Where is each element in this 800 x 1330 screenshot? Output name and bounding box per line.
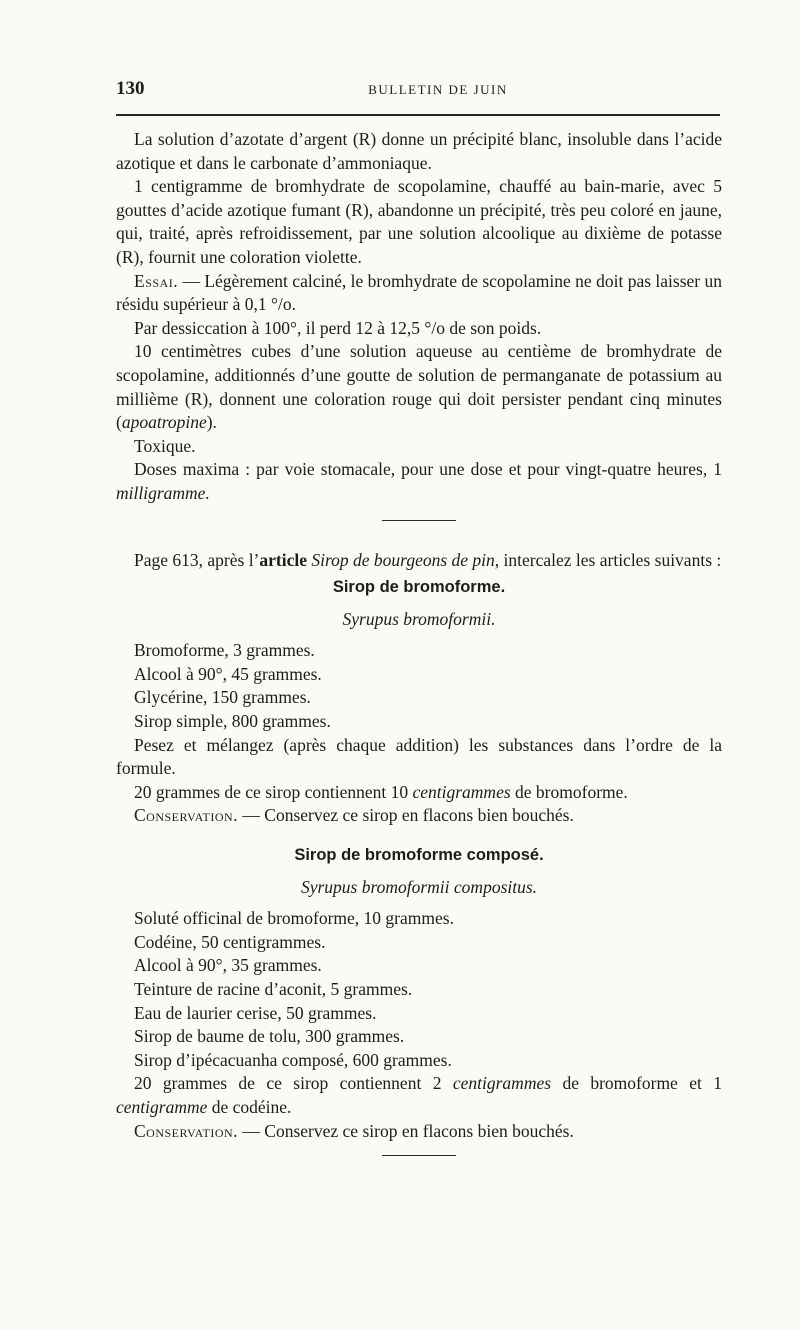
- page-header: [116, 78, 720, 102]
- essai-label: Essai.: [134, 270, 179, 291]
- conservation-text: — Conservez ce sirop en flacons bien bouchés.: [238, 1120, 574, 1141]
- paragraph-permanganate: [116, 340, 722, 434]
- ingredient-line: Codéine, 50 centigrammes.: [134, 931, 326, 952]
- conservation-label: Conservation.: [134, 805, 239, 826]
- conservation-label: Conservation.: [134, 1120, 239, 1141]
- paragraph-toxique: Toxique.: [134, 435, 196, 456]
- dose-unit-2: centigramme: [116, 1096, 208, 1117]
- section-subtitle-syrupus-compositus: Syrupus bromoformii compositus.: [300, 876, 538, 897]
- paragraph-essai: [116, 270, 722, 317]
- running-title: BULLETIN DE JUIN: [368, 82, 508, 97]
- dose-text-2: de bromoforme et 1: [551, 1073, 722, 1094]
- page-613-text: Page 613, après l’: [134, 549, 260, 570]
- conservation-text: — Conservez ce sirop en flacons bien bouchés.: [238, 805, 574, 826]
- dose-paragraph: [116, 1072, 722, 1119]
- dose-text: 20 grammes de ce sirop contiennent 2: [134, 1073, 453, 1094]
- body-text: [116, 128, 722, 1184]
- dose-end: de codéine.: [207, 1096, 292, 1117]
- page-number: 130: [116, 78, 145, 99]
- ingredient-line: Soluté officinal de bromoforme, 10 grammes.: [134, 908, 454, 929]
- ingredient-line: Alcool à 90°, 35 grammes.: [134, 955, 322, 976]
- sirop-pin-term: Sirop de bourgeons de pin: [311, 549, 495, 570]
- header-rule: [116, 114, 720, 116]
- dose-end: de bromoforme.: [510, 781, 628, 802]
- essai-text: — Légèrement calciné, le bromhydrate de scopolamine ne doit pas laisser un résidu supérieur à 0,1 °/o.: [116, 270, 722, 315]
- ingredient-line: Glycérine, 150 grammes.: [134, 687, 311, 708]
- paragraph-dessiccation: Par dessiccation à 100°, il perd 12 à 12,5 °/o de son poids.: [134, 317, 542, 338]
- conservation-paragraph: [116, 1120, 722, 1144]
- ingredient-line: Sirop d’ipécacuanha composé, 600 grammes.: [134, 1049, 452, 1070]
- section-subtitle-syrupus-bromoformii: Syrupus bromoformii.: [342, 608, 496, 629]
- apoatropine-term: apoatropine: [121, 412, 207, 433]
- section-title-sirop-bromoforme: Sirop de bromoforme.: [332, 578, 506, 597]
- ingredient-line: Eau de laurier cerise, 50 grammes.: [134, 1002, 377, 1023]
- doses-text: Doses maxima : par voie stomacale, pour une dose et pour vingt-quatre heures, 1: [134, 459, 722, 480]
- dose-unit: centigrammes: [452, 1073, 552, 1094]
- section-separator: [382, 520, 456, 521]
- dose-text: 20 grammes de ce sirop contiennent 10: [134, 781, 413, 802]
- paragraph-doses: [116, 458, 722, 505]
- page-613-end: , intercalez les articles suivants :: [494, 549, 722, 570]
- spacer: [116, 828, 722, 840]
- section-title-sirop-compose: Sirop de bromoforme composé.: [294, 846, 544, 865]
- paragraph-nitric-acid-test: 1 centigramme de bromhydrate de scopolamine, chauffé au bain-marie, avec 5 gouttes d’acide azotique fumant (R), abandonne un précipité, très peu coloré en jaune, qui, traité, après refroidissement, par une solution alcoolique au dixième de potasse (R), fournit une coloration violette.: [116, 176, 722, 267]
- dose-paragraph: [116, 781, 722, 805]
- dose-unit: centigrammes: [412, 781, 511, 802]
- method-paragraph: Pesez et mélangez (après chaque addition) les substances dans l’ordre de la formule.: [116, 734, 722, 779]
- ingredient-line: Sirop de baume de tolu, 300 grammes.: [134, 1026, 405, 1047]
- ingredient-line: Sirop simple, 800 grammes.: [134, 711, 331, 732]
- ingredient-line: Bromoforme, 3 grammes.: [134, 640, 315, 661]
- permanganate-text: 10 centimètres cubes d’une solution aqueuse au centième de bromhydrate de scopolamine, additionnés d’une goutte de solution de permanganate de potassium au millième (R), donnent une coloration rouge qui doit persister pendant cinq minutes (: [116, 341, 722, 433]
- closing-separator: [382, 1155, 456, 1156]
- ingredient-line: Teinture de racine d’aconit, 5 grammes.: [134, 979, 413, 999]
- doses-unit: milligramme.: [116, 482, 210, 503]
- paragraph-silver-nitrate: La solution d’azotate d’argent (R) donne un précipité blanc, insoluble dans l’acide azotique et dans le carbonate d’ammoniaque.: [116, 129, 722, 173]
- permanganate-end: ).: [206, 412, 217, 433]
- conservation-paragraph: [116, 804, 722, 828]
- ingredient-line: Alcool à 90°, 45 grammes.: [134, 663, 322, 684]
- article-word: article: [259, 549, 307, 570]
- paragraph-page-613: [116, 549, 722, 573]
